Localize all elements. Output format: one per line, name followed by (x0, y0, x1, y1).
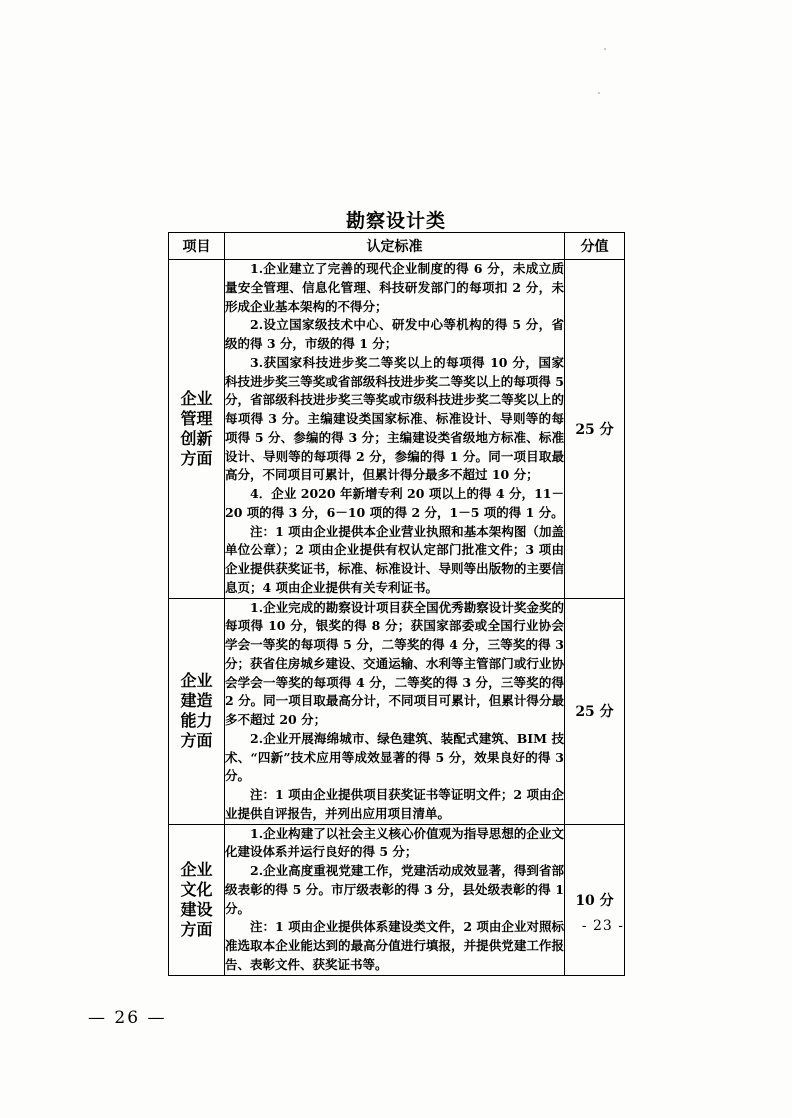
scan-artifact (598, 92, 600, 94)
item-line: 管理 (180, 408, 213, 428)
scan-artifact (604, 48, 606, 50)
header-standard: 认定标准 (225, 233, 565, 260)
standard-paragraph: 2.企业开展海绵城市、绿色建筑、装配式建筑、BIM 技术、“四新”技术应用等成效显著的得 5 分，效果良好的得 3 分。 (225, 730, 564, 784)
table-header-row (169, 233, 625, 260)
table-row (169, 824, 625, 975)
row-item-label (169, 824, 225, 975)
item-line: 方面 (180, 919, 213, 939)
row-standard-text (225, 824, 565, 975)
row-score: 25 分 (565, 598, 625, 824)
header-item: 项目 (169, 233, 225, 260)
item-line: 建造 (180, 691, 213, 710)
standard-paragraph: 4．企业 2020 年新增专利 20 项以上的得 4 分，11－20 项的得 3 分，6－10 项的得 2 分，1－5 项的得 1 分。 (225, 486, 564, 520)
row-item-label (169, 260, 225, 599)
item-line: 创新 (180, 428, 213, 448)
criteria-table (168, 232, 625, 976)
standard-note: 注：1 项由企业提供本企业营业执照和基本架构图（加盖单位公章）；2 项由企业提供有权认定部门批准文件；3 项由企业提供获奖证书，标准、标准设计、导则等出版物的主要信息页；4 项由企业提供有关专利证书。 (225, 523, 564, 595)
row-score: 25 分 (565, 260, 625, 599)
inner-page-number: - 23 - (581, 918, 624, 934)
item-line: 企业 (180, 388, 213, 408)
item-line: 能力 (180, 711, 213, 730)
standard-paragraph: 1.企业完成的勘察设计项目获全国优秀勘察设计奖金奖的每项得 10 分，银奖的得 8 分；获国家部委或全国行业协会学会一等奖的每项得 5 分，二等奖的得 4 分，三等奖的得 3 分；获省住房城乡建设、交通运输、水利等主管部门或行业协会学会一等奖的每项得 4 分，二等奖的得 3 分，三等奖的得 2 分。同一项目取最高分计，不同项目可累计，但累计得分最多不超过 20 分； (225, 599, 564, 727)
standard-note: 注：1 项由企业提供体系建设类文件，2 项由企业对照标准选取本企业能达到的最高分值进行填报，并提供党建工作报告、表彰文件、获奖证书等。 (225, 919, 564, 972)
table-row (169, 598, 625, 824)
item-line: 方面 (180, 448, 213, 468)
standard-paragraph: 2.企业高度重视党建工作，党建活动成效显著，得到省部级表彰的得 5 分。市厅级表彰的得 3 分，县处级表彰的得 1 分。 (225, 863, 564, 916)
row-score: 10 分 (565, 824, 625, 975)
row-item-label (169, 598, 225, 824)
item-line: 企业 (180, 671, 213, 690)
standard-paragraph: 1.企业建立了完善的现代企业制度的得 6 分，未成立质量安全管理、信息化管理、科技研发部门的每项扣 2 分，未形成企业基本架构的不得分； (225, 261, 564, 314)
header-score: 分值 (565, 233, 625, 260)
standard-note: 注：1 项由企业提供项目获奖证书等证明文件；2 项由企业提供自评报告，并列出应用项目清单。 (225, 787, 564, 821)
item-line: 方面 (180, 731, 213, 750)
item-line: 文化 (180, 879, 213, 899)
item-line: 企业 (180, 859, 213, 879)
row-standard-text (225, 598, 565, 824)
item-line: 建设 (180, 899, 213, 919)
row-standard-text (225, 260, 565, 599)
table-row (169, 260, 625, 599)
standard-paragraph: 2.设立国家级技术中心、研发中心等机构的得 5 分，省级的得 3 分，市级的得 1 分； (225, 317, 564, 351)
standard-paragraph: 1.企业构建了以社会主义核心价值观为指导思想的企业文化建设体系并运行良好的得 5 分； (225, 825, 564, 860)
standard-paragraph: 3.获国家科技进步奖二等奖以上的每项得 10 分，国家科技进步奖三等奖或省部级科技进步奖二等奖以上的每项得 5 分，省部级科技进步奖三等奖或市级科技进步奖二等奖以上的每项得 3 分。主编建设类国家标准、标准设计、导则等的每项得 5 分、参编的得 3 分；主编建设类省级地方标准、标准设计、导则等的每项得 2 分，参编的得 1 分。同一项目取最高分，不同项目可累计，但累计得分最多不超过 10 分； (225, 354, 564, 483)
page-title: 勘察设计类 (345, 210, 446, 232)
outer-page-number: — 26 — (88, 1008, 167, 1028)
